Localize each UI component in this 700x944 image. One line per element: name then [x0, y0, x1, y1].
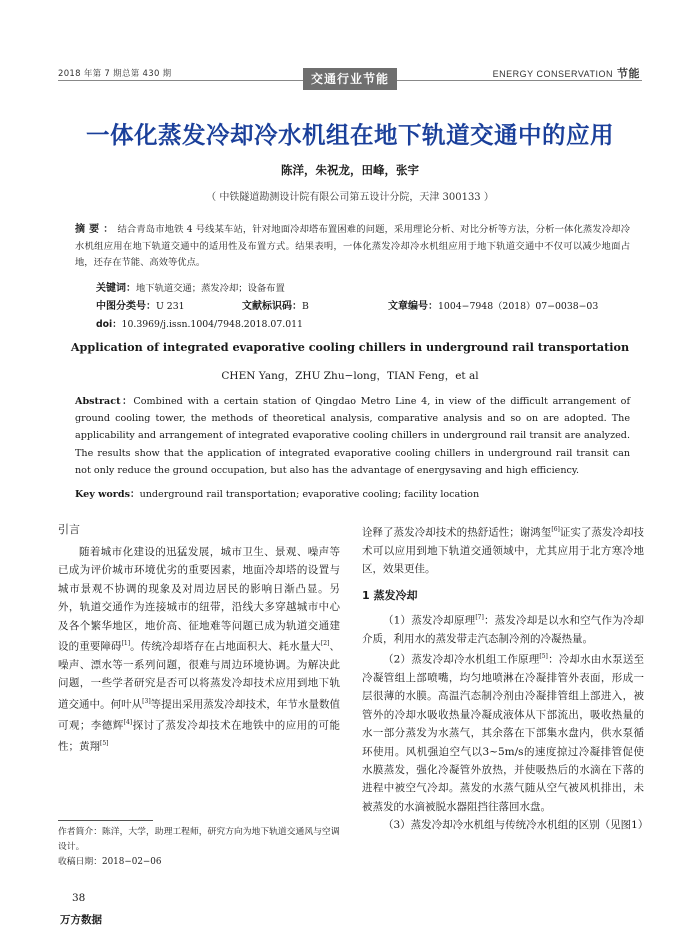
journal-name-zh: 节能 — [617, 67, 640, 80]
document-code — [242, 297, 309, 312]
paragraph-working-principle — [362, 648, 644, 816]
text-run: 、噪声、漂水等一系列问题，很难与周边环境协调。为解决此问题，一些学者研究是否可以将蒸发冷却技术应用到地下轨道交通中。何叶从 — [58, 640, 341, 711]
keywords-zh-label: 关键词： — [96, 283, 136, 294]
keywords-en-label: Key words： — [75, 489, 140, 500]
text-run: 探讨了蒸发冷却技术在地铁中的应用的可能性；黄翔 — [58, 719, 340, 753]
abstract-zh-label: 摘要： — [75, 224, 118, 235]
clc-number — [96, 297, 185, 312]
doi-label: doi： — [96, 319, 122, 330]
text-run: ：蒸发冷却是以水和空气作为冷却介质，利用水的蒸发带走汽态制冷剂的冷凝热量。 — [362, 614, 645, 645]
journal-name-en: ENERGY CONSERVATION — [492, 69, 613, 79]
text-run: （2）蒸发冷却冷水机组工作原理 — [383, 653, 540, 666]
doi — [96, 316, 303, 330]
page-number: 38 — [72, 892, 86, 904]
intro-paragraph — [58, 543, 340, 755]
citation: [3] — [142, 697, 151, 705]
keywords-zh-text: 地下轨道交通；蒸发冷却；设备布置 — [136, 283, 285, 294]
citation: [5] — [100, 739, 109, 747]
abstract-en — [75, 393, 630, 479]
clc-value: U 231 — [156, 301, 185, 312]
received-date: 收稿日期：2018−02−06 — [58, 857, 162, 867]
section-heading-intro: 引言 — [58, 523, 80, 536]
text-run: 。传统冷却塔存在占地面积大、耗水量大 — [130, 640, 321, 653]
text-run: 证实了蒸发冷却技术可以应用到地下轨道交通领域中，尤其应用于北方寒冷地区，效果更佳。 — [362, 526, 645, 576]
article-number-value: 1004−7948（2018）07−0038−03 — [438, 301, 599, 312]
paragraph-principle — [362, 609, 644, 648]
footnote — [58, 825, 340, 870]
section-heading-1: 1 蒸发冷却 — [362, 588, 418, 602]
abstract-en-label: Abstract： — [75, 396, 134, 407]
affiliation-zh: （ 中铁隧道勘测设计院有限公司第五设计分院，天津 300133 ） — [206, 192, 494, 203]
abstract-zh-text: 结合青岛市地铁 4 号线某车站，针对地面冷却塔布置困难的问题，采用理论分析、对比分析等方法，分析一体化蒸发冷却冷水机组应用在地下轨道交通中的适用性及布置方式。结果表明，一体化蒸发冷却冷水机组应用于地下轨道交通中不仅可以减少地面占地，还存在节能、高效等优点。 — [75, 224, 631, 268]
author-bio: 作者简介：陈洋，大学，助理工程师，研究方向为地下轨道交通风与空调设计。 — [58, 827, 340, 852]
keywords-zh — [96, 279, 285, 294]
citation: [6] — [551, 526, 560, 533]
doc-code-label: 文献标识码： — [242, 301, 302, 312]
keywords-en-text: underground rail transportation; evaporative cooling; facility location — [139, 489, 480, 500]
text-run: ：冷却水由水泵送至冷凝管组上部喷嘴，均匀地喷淋在冷凝排管外表面，形成一层很薄的水膜。高温汽态制冷剂由冷凝排管组上部进入，被管外的冷却水吸收热量冷凝成液体从下部流出，吸收热量的水一部分蒸发为水蒸气，其余落在下部集水盘内，供水泵循环使用。风机强迫空气以3~5m/s的速度掠过冷凝排管促使水膜蒸发，强化冷凝管外放热，并使吸热后的水滴在下落的进程中被空气冷却。蒸发的水蒸气随从空气被风机排出，未被蒸发的水滴被脱水器阻挡往落回水盘。 — [362, 653, 645, 813]
right-column — [362, 521, 649, 835]
text-run: 随着城市化建设的迅猛发展，城市卫生、景观、噪声等已成为评价城市环境优劣的重要因素，地面冷却塔的设置与城市景观不协调的现象及对周边居民的影响日渐凸显。另外，轨道交通作为连接城市的纽带，沿线大多穿越城市中心及各个繁华地区，地价高、征地难等问题已成为轨道交通建设的重要障碍 — [58, 546, 340, 653]
section-badge: 交通行业节能 — [303, 68, 397, 90]
paragraph-comparison: （3）蒸发冷却冷水机组与传统冷水机组的区别（见图1） — [383, 819, 649, 832]
authors-en: CHEN Yang，ZHU Zhu−long，TIAN Feng，et al — [221, 370, 479, 382]
text-run: 诠释了蒸发冷却技术的热舒适性；谢鸿玺 — [362, 526, 552, 539]
article-number-label: 文章编号： — [388, 301, 438, 312]
keywords-en — [75, 486, 479, 500]
text-run: （1）蒸发冷却原理 — [383, 614, 476, 627]
abstract-en-text: Combined with a certain station of Qingdao Metro Line 4, in view of the difficult arrangement of ground cooling tower, the methods of theoretical analysis, comparative analysis and so on are adopted. The applicability and arrangement of integrated evaporative cooling chillers in underground rail transit are analyzed. The results show that the application of integrated evaporative cooling chillers in underground rail transit can not only reduce the ground occupation, but also has the advantage of energysaving and high efficiency. — [75, 396, 631, 476]
citation: [7] — [475, 613, 484, 621]
clc-label: 中图分类号： — [96, 301, 156, 312]
footnote-divider — [58, 820, 153, 821]
issue-info: 2018 年第 7 期总第 430 期 — [58, 69, 172, 79]
intro-continuation — [362, 521, 644, 579]
watermark: 万方数据 — [60, 914, 102, 926]
text-run: 等提出采用蒸发冷却技术，年节水量数值可观；李德辉 — [58, 698, 341, 732]
citation: [1] — [121, 640, 131, 648]
doc-code-value: B — [302, 301, 309, 312]
authors-zh: 陈洋，朱祝龙，田峰，张宇 — [281, 163, 419, 177]
left-column — [58, 521, 340, 755]
citation: [4] — [123, 718, 133, 726]
citation: [5] — [539, 653, 548, 661]
paper-title-en: Application of integrated evaporative cooling chillers in underground rail transportation — [70, 340, 630, 354]
citation: [2] — [320, 640, 330, 648]
journal-name — [493, 65, 640, 81]
paper-title-zh: 一体化蒸发冷却冷水机组在地下轨道交通中的应用 — [86, 121, 614, 149]
doi-value: 10.3969/j.issn.1004/7948.2018.07.011 — [121, 319, 303, 330]
abstract-zh — [75, 222, 630, 272]
article-number — [388, 297, 598, 312]
